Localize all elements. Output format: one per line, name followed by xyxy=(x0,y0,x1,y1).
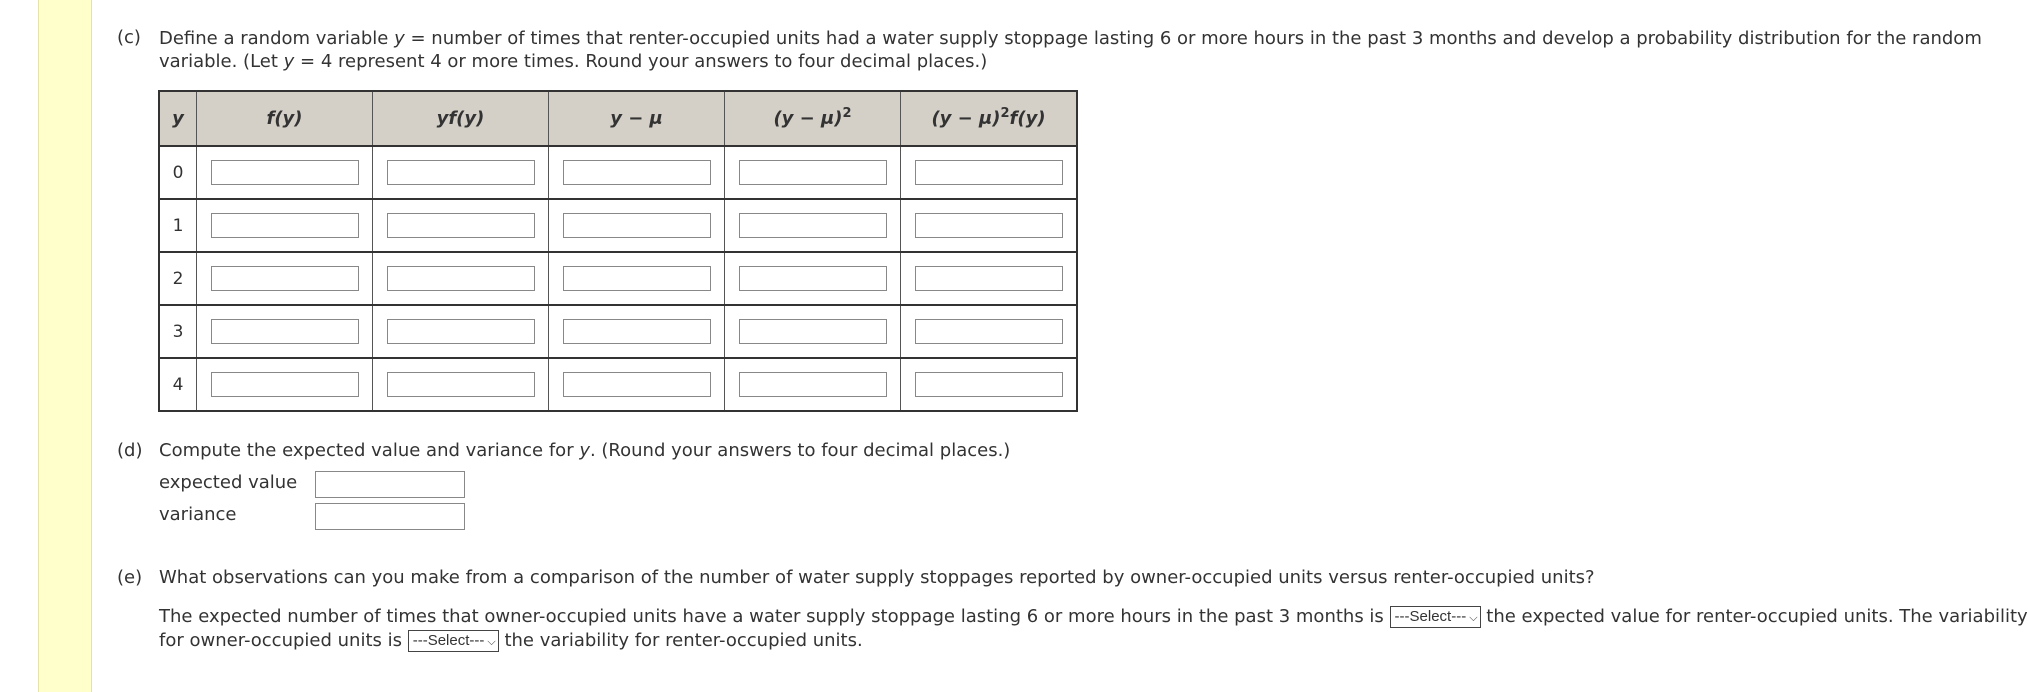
table-header-row xyxy=(159,91,1077,146)
y-minus-mu-squared-input-0[interactable] xyxy=(739,160,887,185)
chevron-down-icon: ⌵ xyxy=(487,636,496,648)
y-minus-mu-squared-fy-input-4[interactable] xyxy=(915,372,1063,397)
part-e-answer-line-2: for owner-occupied units is ---Select--- ⌵ the variability for renter-occupied units. xyxy=(159,630,863,651)
y-minus-mu-squared-fy-input-1[interactable] xyxy=(915,213,1063,238)
expected-value-label: expected value xyxy=(159,472,298,493)
probability-distribution-table xyxy=(158,90,1078,412)
question-side-bar xyxy=(38,0,92,692)
yfy-input-4[interactable] xyxy=(387,372,535,397)
expected-comparison-select[interactable]: ---Select--- ⌵ xyxy=(1390,606,1481,628)
y-value: 3 xyxy=(159,305,197,358)
variability-comparison-select[interactable]: ---Select--- ⌵ xyxy=(408,630,499,652)
yfy-input-1[interactable] xyxy=(387,213,535,238)
chevron-down-icon: ⌵ xyxy=(1469,612,1478,624)
header-y: y xyxy=(159,91,197,146)
yfy-input-2[interactable] xyxy=(387,266,535,291)
expected-value-input[interactable] xyxy=(315,471,465,498)
header-y-minus-mu: y − μ xyxy=(549,91,725,146)
y-minus-mu-squared-fy-input-0[interactable] xyxy=(915,160,1063,185)
part-c-text: Define a random variable xyxy=(159,28,395,49)
variance-input[interactable] xyxy=(315,503,465,530)
y-minus-mu-input-3[interactable] xyxy=(563,319,711,344)
var-y: y xyxy=(283,51,295,72)
part-c-text: variable. (Let xyxy=(159,51,284,72)
y-minus-mu-squared-fy-input-3[interactable] xyxy=(915,319,1063,344)
y-value: 0 xyxy=(159,146,197,199)
left-margin xyxy=(0,0,38,692)
header-y-minus-mu-squared-fy: $(y - \mu)^2f(y)$ xyxy=(901,91,1078,146)
yfy-input-3[interactable] xyxy=(387,319,535,344)
fy-input-3[interactable] xyxy=(211,319,359,344)
y-minus-mu-squared-input-1[interactable] xyxy=(739,213,887,238)
header-fy: f(y) xyxy=(197,91,373,146)
var-y: y xyxy=(579,440,590,461)
fy-input-4[interactable] xyxy=(211,372,359,397)
y-minus-mu-squared-input-3[interactable] xyxy=(739,319,887,344)
part-e-label: (e) xyxy=(117,567,143,588)
table-row xyxy=(159,358,1077,411)
header-y-minus-mu-squared: $(y - \mu)^2$ xyxy=(725,91,901,146)
y-minus-mu-squared-fy-input-2[interactable] xyxy=(915,266,1063,291)
table-row xyxy=(159,305,1077,358)
y-value: 4 xyxy=(159,358,197,411)
part-d-question: Compute the expected value and variance for y. (Round your answers to four decimal places.) xyxy=(159,440,1011,461)
var-y: y xyxy=(394,28,405,49)
y-minus-mu-input-4[interactable] xyxy=(563,372,711,397)
part-d-label: (d) xyxy=(117,440,143,461)
variance-label: variance xyxy=(159,504,237,525)
table-row xyxy=(159,199,1077,252)
y-minus-mu-input-0[interactable] xyxy=(563,160,711,185)
part-c-text: = 4 represent 4 or more times. Round your answers to four decimal places.) xyxy=(294,51,988,72)
y-minus-mu-squared-input-2[interactable] xyxy=(739,266,887,291)
y-value: 2 xyxy=(159,252,197,305)
fy-input-2[interactable] xyxy=(211,266,359,291)
fy-input-1[interactable] xyxy=(211,213,359,238)
part-c-label: (c) xyxy=(117,27,141,48)
part-c-question xyxy=(159,27,1982,73)
table-row xyxy=(159,252,1077,305)
fy-input-0[interactable] xyxy=(211,160,359,185)
part-c-text: = number of times that renter-occupied units had a water supply stoppage lasting 6 or more hours in the past 3 months and develop a probability distribution for the random xyxy=(404,28,1982,49)
y-value: 1 xyxy=(159,199,197,252)
y-minus-mu-input-2[interactable] xyxy=(563,266,711,291)
yfy-input-0[interactable] xyxy=(387,160,535,185)
part-e-question: What observations can you make from a comparison of the number of water supply stoppages reported by owner-occupied units versus renter-occupied units? xyxy=(159,567,1595,588)
part-e-answer-line-1: The expected number of times that owner-occupied units have a water supply stoppage lasting 6 or more hours in the past 3 months is ---Select--- ⌵ the expected value for renter-occupied units. The variability xyxy=(159,606,2028,627)
table-row xyxy=(159,146,1077,199)
header-yfy: yf(y) xyxy=(373,91,549,146)
y-minus-mu-squared-input-4[interactable] xyxy=(739,372,887,397)
y-minus-mu-input-1[interactable] xyxy=(563,213,711,238)
